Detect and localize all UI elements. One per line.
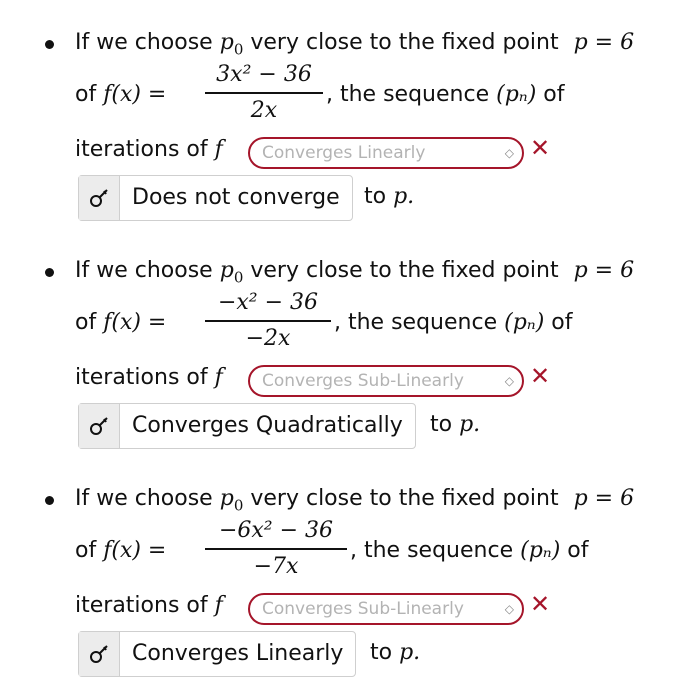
mid-text: very close to the fixed point — [250, 258, 559, 283]
key-icon — [79, 404, 120, 448]
correct-answer-box — [78, 403, 416, 449]
convergence-select[interactable] — [248, 137, 524, 169]
function-def: f(x) = — [103, 310, 167, 335]
fixed-point: p = 6 — [573, 30, 635, 55]
question-line-2 — [75, 80, 166, 110]
fraction-bar — [205, 548, 347, 550]
question-line-1 — [75, 484, 634, 520]
mid-text: very close to the fixed point — [250, 486, 559, 511]
fraction-denominator: 2x — [250, 98, 278, 123]
chevron-up-down-icon: ◇ — [504, 146, 514, 160]
sequence-text: , the sequence (pₙ) of — [334, 310, 573, 335]
fraction-numerator: −x² − 36 — [217, 290, 319, 315]
fraction-numerator: 3x² − 36 — [216, 62, 312, 87]
of-label: of — [75, 82, 97, 107]
question-line-2 — [75, 536, 166, 566]
chevron-up-down-icon: ◇ — [504, 374, 514, 388]
answer-text: Converges Linearly — [132, 641, 344, 666]
intro-text: If we choose — [75, 486, 213, 511]
tail-text: to p. — [364, 184, 415, 209]
f-symbol: f — [214, 365, 223, 390]
fraction-denominator: −2x — [245, 326, 291, 351]
sequence-text: , the sequence (pₙ) of — [350, 538, 589, 563]
select-value: Converges Linearly — [262, 143, 426, 163]
key-icon — [79, 632, 120, 676]
pn-symbol: (pₙ) — [520, 538, 561, 563]
correct-answer-box — [78, 175, 353, 221]
of-label: of — [75, 310, 97, 335]
convergence-select[interactable] — [248, 593, 524, 625]
function-fraction — [205, 516, 347, 582]
p0-symbol: $p_0$ — [219, 486, 244, 515]
answer-text: Converges Quadratically — [132, 413, 403, 438]
intro-text: If we choose — [75, 258, 213, 283]
tail-text: to p. — [430, 412, 481, 437]
f-symbol: f — [214, 137, 223, 162]
bullet — [45, 40, 54, 49]
answer-text: Does not converge — [132, 185, 340, 210]
fixed-point: p = 6 — [573, 486, 635, 511]
question-line-2 — [75, 308, 166, 338]
incorrect-icon: ✕ — [530, 590, 551, 618]
fraction-denominator: −7x — [253, 554, 299, 579]
fraction-numerator: −6x² − 36 — [218, 518, 334, 543]
select-value: Converges Sub-Linearly — [262, 371, 464, 391]
function-fraction — [205, 288, 331, 354]
tail-text: to p. — [370, 640, 421, 665]
correct-answer-box — [78, 631, 356, 677]
question-line-1 — [75, 28, 634, 64]
p0-symbol: $p_0$ — [219, 258, 244, 287]
question-item-1 — [0, 0, 700, 220]
chevron-up-down-icon: ◇ — [504, 602, 514, 616]
intro-text: If we choose — [75, 30, 213, 55]
key-icon — [79, 176, 120, 220]
select-value: Converges Sub-Linearly — [262, 599, 464, 619]
incorrect-icon: ✕ — [530, 134, 551, 162]
pn-symbol: (pₙ) — [504, 310, 545, 335]
sequence-text: , the sequence (pₙ) of — [326, 82, 565, 107]
function-def: f(x) = — [103, 82, 167, 107]
question-line-3: iterations of f — [75, 365, 223, 390]
incorrect-icon: ✕ — [530, 362, 551, 390]
f-symbol: f — [214, 593, 223, 618]
p0-symbol: $p_0$ — [219, 30, 244, 59]
question-line-1 — [75, 256, 634, 292]
function-fraction — [205, 60, 323, 126]
mid-text: very close to the fixed point — [250, 30, 559, 55]
bullet — [45, 496, 54, 505]
question-item-2 — [0, 228, 700, 448]
function-def: f(x) = — [103, 538, 167, 563]
of-label: of — [75, 538, 97, 563]
fraction-bar — [205, 320, 331, 322]
convergence-select[interactable] — [248, 365, 524, 397]
question-line-3: iterations of f — [75, 137, 223, 162]
fixed-point: p = 6 — [573, 258, 635, 283]
pn-symbol: (pₙ) — [496, 82, 537, 107]
fraction-bar — [205, 92, 323, 94]
bullet — [45, 268, 54, 277]
question-line-3: iterations of f — [75, 593, 223, 618]
question-item-3 — [0, 456, 700, 676]
